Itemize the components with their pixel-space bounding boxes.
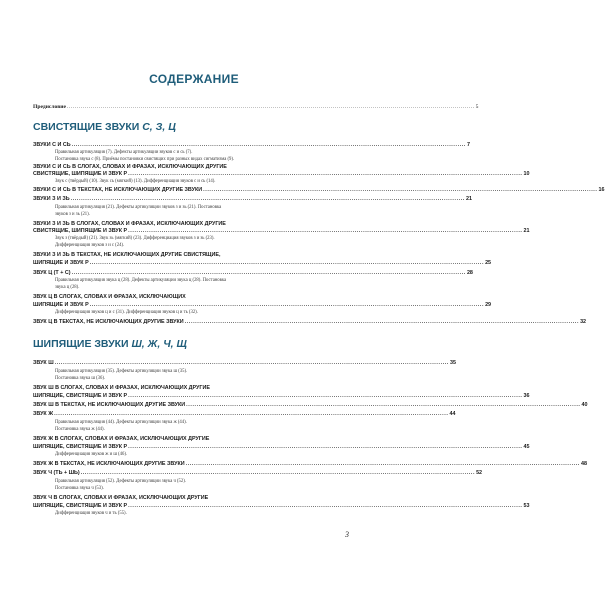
toc-entry-line[interactable]: ЗВУК Ж В СЛОГАХ, СЛОВАХ И ФРАЗАХ, ИСКЛЮЧАЮЩИХ ДРУГИЕ bbox=[33, 436, 210, 442]
toc-subentry: Дифференциация звуков ж и ш (46). bbox=[55, 452, 128, 457]
toc-subentry: Дифференциация звуков з и с (24). bbox=[55, 243, 125, 248]
toc-subentry: Постановка звука с (8). Приёмы постановки свистящих при разных видах сигматизма (9). bbox=[55, 157, 235, 162]
toc-entry[interactable]: ШИПЯЩИЕ И ЗВУК Р ............................................................................................................................................................................................ 29 bbox=[33, 302, 492, 308]
toc-entry[interactable]: ЗВУКИ С И СЬ В ТЕКСТАХ, НЕ ИСКЛЮЧАЮЩИХ ДРУГИЕ ЗВУКИ ............................................................................................................................................................................................ 16 bbox=[33, 187, 605, 193]
toc-subentry: звука ц (28). bbox=[55, 285, 80, 290]
toc-entry-line[interactable]: ЗВУК Ц В СЛОГАХ, СЛОВАХ И ФРАЗАХ, ИСКЛЮЧАЮЩИХ bbox=[33, 294, 186, 300]
toc-entry[interactable]: ЗВУКИ З И ЗЬ ............................................................................................................................................................................................ 21 bbox=[33, 196, 472, 202]
leader-dots: ............................................................................................................................................................................................ bbox=[54, 360, 449, 366]
toc-entry-label: Предисловие bbox=[33, 104, 66, 110]
toc-subentry: Правильная артикуляция звука ц (28). Дефекты артикуляции звука ц (28). Постановка bbox=[55, 278, 227, 283]
leader-dots: ............................................................................................................................................................................................ bbox=[128, 228, 523, 234]
toc-entry[interactable]: ЗВУК Ш В ТЕКСТАХ, НЕ ИСКЛЮЧАЮЩИХ ДРУГИЕ ЗВУКИ ............................................................................................................................................................................................ 40 bbox=[33, 402, 588, 408]
leader-dots: ............................................................................................................................................................................................ bbox=[184, 319, 580, 325]
toc-entry[interactable]: ШИПЯЩИЕ, СВИСТЯЩИЕ И ЗВУК Р ............................................................................................................................................................................................ 36 bbox=[33, 393, 530, 399]
section-heading-whistling: СВИСТЯЩИЕ ЗВУКИ С, З, Ц bbox=[33, 121, 176, 133]
toc-entry[interactable]: ШИПЯЩИЕ, СВИСТЯЩИЕ И ЗВУК Р ............................................................................................................................................................................................ 45 bbox=[33, 444, 530, 450]
toc-subentry: Звук з (твёрдый) (21). Звук зь (мягкий) (23). Дифференциация звуков з и зь (23). bbox=[55, 236, 215, 241]
toc-subentry: Правильная артикуляция (7). Дефекты артикуляции звуков с и сь (7). bbox=[55, 150, 193, 155]
toc-entry[interactable]: ЗВУК Ш ............................................................................................................................................................................................ 35 bbox=[33, 360, 456, 366]
toc-entry-line[interactable]: ЗВУК Ш В СЛОГАХ, СЛОВАХ И ФРАЗАХ, ИСКЛЮЧАЮЩИХ ДРУГИЕ bbox=[33, 385, 210, 391]
toc-subentry: Постановка звука ш (36). bbox=[55, 376, 106, 381]
leader-dots: ............................................................................................................................................................................................ bbox=[71, 142, 466, 148]
toc-entry[interactable]: ЗВУК Ц (Т + С) ............................................................................................................................................................................................ 28 bbox=[33, 270, 473, 276]
toc-entry[interactable]: ШИПЯЩИЕ, СВИСТЯЩИЕ И ЗВУК Р ............................................................................................................................................................................................ 53 bbox=[33, 503, 530, 509]
leader-dots: ............................................................................................................................................................................................ bbox=[128, 393, 523, 399]
leader-dots: ............................................................................................................................................................................................ bbox=[128, 503, 523, 509]
leader-dots: ............................................................................................................................................................................................ bbox=[186, 402, 581, 408]
leader-dots: ............................................................................................................................................................................................ bbox=[128, 444, 523, 450]
leader-dots: ............................................................................................................................................................................................ bbox=[70, 196, 465, 202]
page-title: СОДЕРЖАНИЕ bbox=[149, 72, 239, 86]
toc-entry[interactable]: ЗВУК Ч (ТЬ + ШЬ) ............................................................................................................................................................................................ 52 bbox=[33, 470, 483, 476]
leader-dots: ............................................................................................................................................................................................ bbox=[128, 171, 523, 177]
toc-entry[interactable]: ЗВУК Ц В ТЕКСТАХ, НЕ ИСКЛЮЧАЮЩИХ ДРУГИЕ ЗВУКИ ............................................................................................................................................................................................ 32 bbox=[33, 319, 587, 325]
leader-dots: ............................................................................................................................................................................................ bbox=[71, 270, 466, 276]
section-heading-hissing: ШИПЯЩИЕ ЗВУКИ Ш, Ж, Ч, Щ bbox=[33, 338, 187, 350]
toc-entry[interactable]: ШИПЯЩИЕ И ЗВУК Р ............................................................................................................................................................................................ 25 bbox=[33, 260, 492, 266]
toc-subentry: Правильная артикуляция (52). Дефекты артикуляции звука ч (52). bbox=[55, 479, 186, 484]
toc-subentry: Звук с (твёрдый) (10). Звук сь (мягкий) (13). Дифференциация звуков с и сь (14). bbox=[55, 179, 216, 184]
toc-subentry: Дифференциация звуков ц и с (31). Дифференциация звуков ц и ть (32). bbox=[55, 310, 198, 315]
page-number: 3 bbox=[345, 530, 349, 539]
toc-entry[interactable]: ЗВУКИ С И СЬ ............................................................................................................................................................................................ 7 bbox=[33, 142, 470, 148]
toc-entry[interactable]: СВИСТЯЩИЕ, ШИПЯЩИЕ И ЗВУК Р ............................................................................................................................................................................................ 10 bbox=[33, 171, 530, 177]
toc-entry[interactable]: СВИСТЯЩИЕ, ШИПЯЩИЕ И ЗВУК Р ............................................................................................................................................................................................ 21 bbox=[33, 228, 530, 234]
toc-entry-preface[interactable] bbox=[33, 104, 479, 111]
toc-entry-line[interactable]: ЗВУКИ С И СЬ В СЛОГАХ, СЛОВАХ И ФРАЗАХ, ИСКЛЮЧАЮЩИХ ДРУГИЕ bbox=[33, 164, 227, 170]
toc-entry-line[interactable]: ЗВУКИ З И ЗЬ В СЛОГАХ, СЛОВАХ И ФРАЗАХ, ИСКЛЮЧАЮЩИХ ДРУГИЕ bbox=[33, 221, 226, 227]
leader-dots: ............................................................................................................................................................................................ bbox=[80, 470, 476, 476]
leader-dots: ............................................................................................................................................................................................ bbox=[54, 411, 449, 417]
toc-subentry: Правильная артикуляция (35). Дефекты артикуляции звука ш (35). bbox=[55, 369, 188, 374]
toc-subentry: Постановка звука ч (53). bbox=[55, 486, 104, 491]
leader-dots: ............................................................................................................................................................................................ bbox=[185, 461, 580, 467]
toc-entry[interactable]: ЗВУК Ж ............................................................................................................................................................................................ 44 bbox=[33, 411, 456, 417]
toc-entry-line[interactable]: ЗВУКИ З И ЗЬ В ТЕКСТАХ, НЕ ИСКЛЮЧАЮЩИХ ДРУГИЕ СВИСТЯЩИЕ, bbox=[33, 252, 221, 258]
leader-dots: ............................................................................................................................................................................................ bbox=[89, 260, 485, 266]
toc-subentry: Постановка звука ж (44). bbox=[55, 427, 105, 432]
toc-subentry: Правильная артикуляция (44). Дефекты артикуляции звука ж (44). bbox=[55, 420, 187, 425]
toc-entry-line[interactable]: ЗВУК Ч В СЛОГАХ, СЛОВАХ И ФРАЗАХ, ИСКЛЮЧАЮЩИХ ДРУГИЕ bbox=[33, 495, 209, 501]
leader-dots: ............................................................................................................................................................................................ bbox=[203, 187, 598, 193]
leader-dots: ............................................................................................................................................................................................................ bbox=[66, 104, 475, 110]
toc-entry[interactable]: ЗВУК Ж В ТЕКСТАХ, НЕ ИСКЛЮЧАЮЩИХ ДРУГИЕ ЗВУКИ ............................................................................................................................................................................................ 48 bbox=[33, 461, 587, 467]
leader-dots: ............................................................................................................................................................................................ bbox=[89, 302, 485, 308]
toc-subentry: Дифференциация звуков ч и ть (55). bbox=[55, 511, 127, 516]
toc-subentry: Правильная артикуляция (21). Дефекты артикуляции звуков з и зь (21). Постановка bbox=[55, 205, 222, 210]
toc-subentry: звуков з и зь (21). bbox=[55, 212, 90, 217]
toc-entry-page: 5 bbox=[475, 104, 479, 110]
